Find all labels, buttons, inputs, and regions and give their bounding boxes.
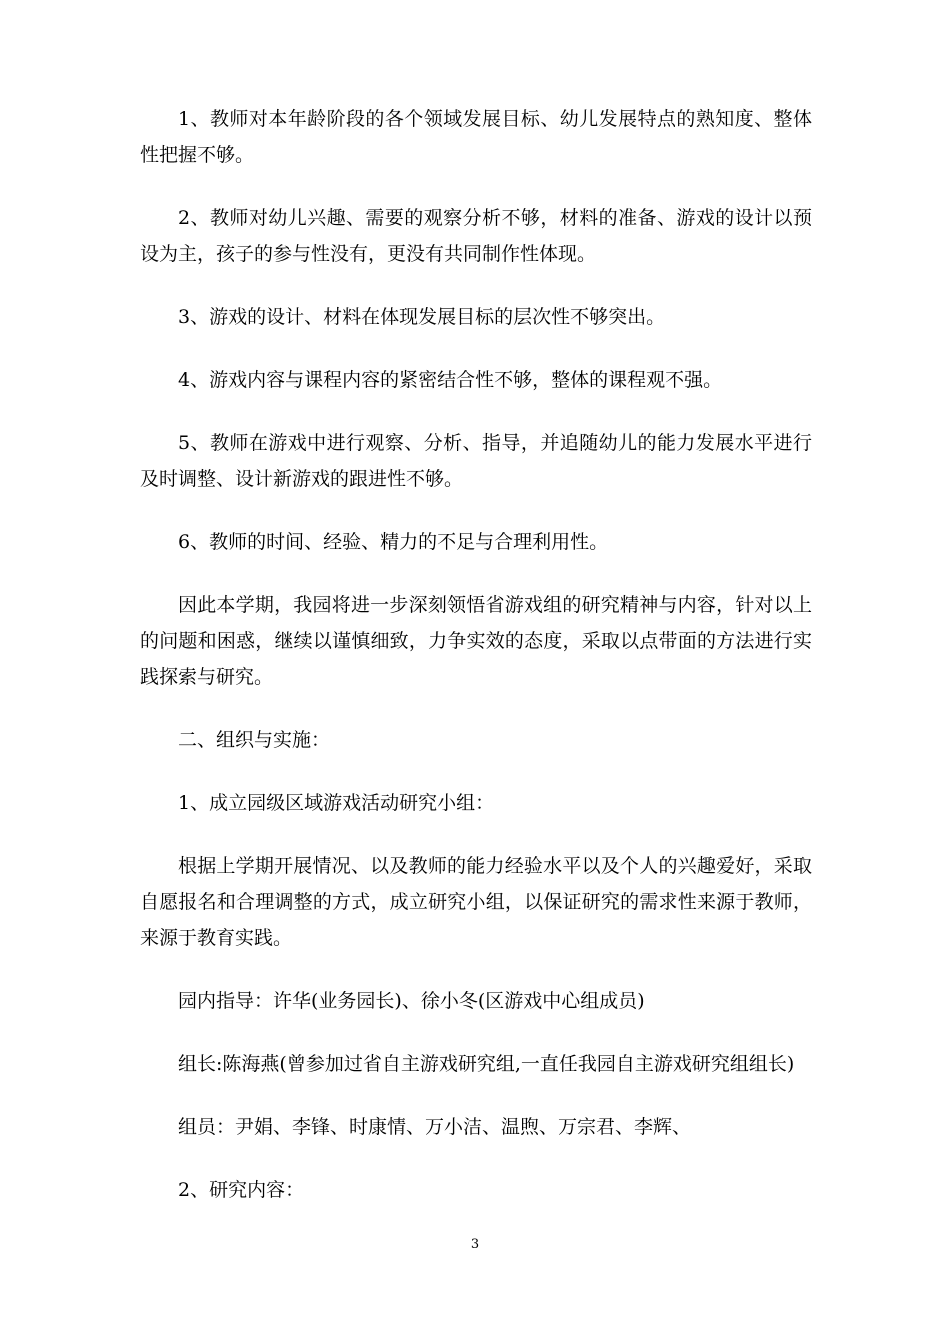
paragraph: 园内指导：许华(业务园长)、徐小冬(区游戏中心组成员) (178, 990, 645, 1012)
paragraph: 组长:陈海燕(曾参加过省自主游戏研究组,一直任我园自主游戏研究组组长) (178, 1053, 795, 1075)
paragraph: 3、游戏的设计、材料在体现发展目标的层次性不够突出。 (178, 306, 666, 328)
paragraph: 5、教师在游戏中进行观察、分析、指导，并追随幼儿的能力发展水平进行及时调整、设计新游戏的跟进性不够。 (140, 432, 812, 490)
paragraph: 4、游戏内容与课程内容的紧密结合性不够，整体的课程观不强。 (178, 369, 723, 391)
document-body (140, 101, 812, 1235)
paragraph: 因此本学期，我园将进一步深刻领悟省游戏组的研究精神与内容，针对以上的问题和困惑，继续以谨慎细致，力争实效的态度，采取以点带面的方法进行实践探索与研究。 (140, 594, 812, 688)
page-number: 3 (470, 1237, 480, 1252)
subsection-heading: 1、成立园级区域游戏活动研究小组： (178, 792, 495, 814)
paragraph: 1、教师对本年龄阶段的各个领域发展目标、幼儿发展特点的熟知度、整体性把握不够。 (140, 108, 812, 166)
paragraph: 2、教师对幼儿兴趣、需要的观察分析不够，材料的准备、游戏的设计以预设为主，孩子的参与性没有，更没有共同制作性体现。 (140, 207, 812, 265)
subsection-heading: 2、研究内容： (178, 1179, 305, 1201)
paragraph: 组员：尹娟、李锋、时康情、万小洁、温煦、万宗君、李辉、 (178, 1116, 692, 1138)
paragraph: 6、教师的时间、经验、精力的不足与合理利用性。 (178, 531, 609, 553)
paragraph: 根据上学期开展情况、以及教师的能力经验水平以及个人的兴趣爱好，采取自愿报名和合理调整的方式，成立研究小组，以保证研究的需求性来源于教师，来源于教育实践。 (140, 855, 812, 949)
section-heading: 二、组织与实施： (178, 729, 331, 751)
